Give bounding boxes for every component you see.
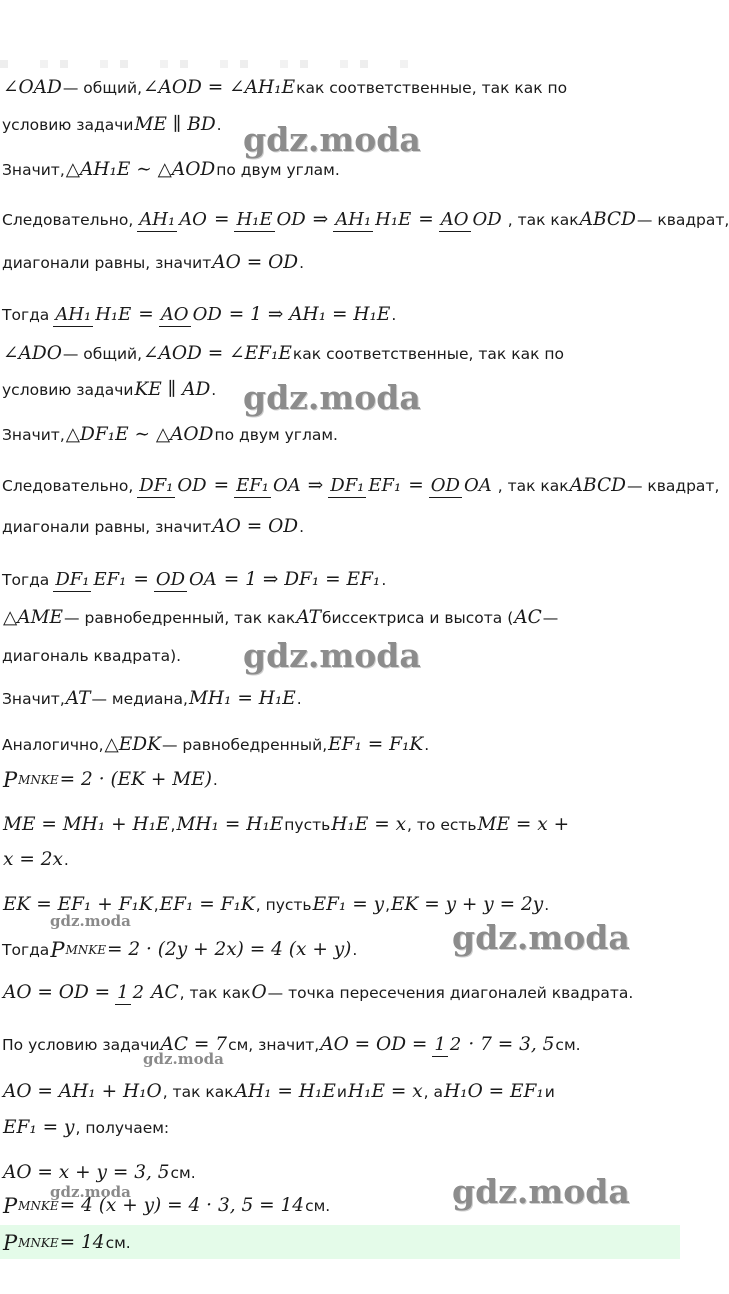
math-expression: = 2 · (EK + ME) xyxy=(59,769,212,790)
math-expression: MH₁ = H₁E xyxy=(188,688,296,709)
text-run: — квадрат, xyxy=(636,211,729,229)
watermark-logo: gdz.moda xyxy=(452,918,630,957)
math-expression: EF₁ = y xyxy=(312,894,385,915)
fraction xyxy=(234,474,303,498)
math-expression: EK = EF₁ + F₁K xyxy=(3,894,153,915)
watermark-logo: gdz.moda xyxy=(50,912,131,930)
math-expression: ABCD xyxy=(579,209,636,230)
math-expression: AO = OD xyxy=(212,516,299,537)
fraction xyxy=(137,208,209,232)
text-run: , так как xyxy=(179,984,251,1002)
text-run: по двум углам. xyxy=(214,426,338,444)
math-expression: AT xyxy=(296,607,321,628)
text-run: и xyxy=(544,1083,555,1101)
fraction-numerator: DF₁ xyxy=(330,475,365,496)
fraction-denominator: H₁E xyxy=(375,209,412,230)
solution-line xyxy=(2,78,680,98)
watermark-logo: gdz.moda xyxy=(143,1050,224,1068)
text-run: см. xyxy=(105,1234,131,1252)
fraction xyxy=(53,303,133,327)
solution-line xyxy=(2,815,680,835)
fraction-numerator: DF₁ xyxy=(139,475,174,496)
text-run: , получаем: xyxy=(75,1119,170,1137)
solution-line xyxy=(2,208,729,232)
math-expression: ∠OAD xyxy=(3,77,62,98)
text-run: и xyxy=(336,1083,347,1101)
math-expression: AC xyxy=(514,607,542,628)
math-expression: EF₁ = y xyxy=(3,1117,75,1138)
fraction-numerator: 1 xyxy=(434,1034,446,1055)
fraction-numerator: AH₁ xyxy=(139,209,176,230)
text-run: см. xyxy=(305,1197,331,1215)
math-expression: EF₁ = F₁K xyxy=(328,734,424,755)
fraction-numerator: H₁E xyxy=(236,209,273,230)
watermark-logo: gdz.moda xyxy=(243,120,421,159)
text-run: , xyxy=(385,896,390,914)
text-run: . xyxy=(352,941,358,959)
math-expression: O xyxy=(251,982,267,1003)
text-run: см. xyxy=(555,1036,581,1054)
math-expression: AO = AH₁ + H₁O xyxy=(3,1081,162,1102)
text-run: Значит, xyxy=(2,161,65,179)
fraction xyxy=(432,1033,463,1057)
text-run: диагонали равны, значит xyxy=(2,518,212,536)
math-expression: P xyxy=(3,768,18,792)
text-run: как соответственные, так как по xyxy=(292,345,564,363)
fraction xyxy=(429,474,494,498)
math-expression: = xyxy=(418,209,434,230)
math-expression: H₁E = x xyxy=(347,1081,423,1102)
math-expression: ⇒ xyxy=(312,209,329,230)
fraction-denominator: 2 xyxy=(132,982,145,1003)
text-run: . xyxy=(212,771,218,789)
text-run: диагонали равны, значит xyxy=(2,254,212,272)
text-run: условию задачи xyxy=(2,381,134,399)
text-run: . xyxy=(381,571,387,589)
text-run: см, значит, xyxy=(228,1036,320,1054)
math-expression: = 1 ⇒ DF₁ = EF₁ xyxy=(223,569,381,590)
math-subscript: MNKE xyxy=(18,1236,59,1250)
fraction-numerator: AO xyxy=(160,304,189,325)
text-run: см. xyxy=(170,1164,196,1182)
math-expression: AC xyxy=(151,982,179,1003)
text-run: Тогда xyxy=(2,306,50,324)
solution-line xyxy=(2,425,680,445)
solution-line xyxy=(2,303,680,327)
text-run: Значит, xyxy=(2,426,65,444)
text-run: биссектриса и высота ( xyxy=(321,609,514,627)
fraction-denominator: OD xyxy=(276,209,306,230)
math-expression: = 1 ⇒ AH₁ = H₁E xyxy=(228,304,391,325)
fraction-denominator: H₁E xyxy=(95,304,132,325)
solution-line xyxy=(2,160,680,180)
fraction-numerator: OD xyxy=(155,569,186,590)
math-expression: ∠AOD = ∠EF₁E xyxy=(143,343,292,364)
math-expression: EF₁ = F₁K xyxy=(159,894,255,915)
watermark-logo: gdz.moda xyxy=(50,1183,131,1201)
math-expression: ∠ADO xyxy=(3,343,62,364)
text-run: . xyxy=(299,254,305,272)
math-expression: = 4 (x + y) = 4 · 3, 5 = 14 xyxy=(59,1195,305,1216)
math-expression: AO = x + y = 3, 5 xyxy=(3,1162,170,1183)
text-run: Тогда xyxy=(2,571,50,589)
fraction-denominator: OA xyxy=(272,475,301,496)
math-expression: = xyxy=(133,569,149,590)
solution-line xyxy=(2,344,680,364)
solution-line xyxy=(2,981,680,1005)
text-run: — общий, xyxy=(62,345,143,363)
math-expression: △AH₁E ∼ △AOD xyxy=(65,159,216,180)
math-expression: P xyxy=(3,1231,18,1255)
text-run: , xyxy=(170,816,176,834)
fraction-denominator: OD xyxy=(192,304,222,325)
watermark-logo: gdz.moda xyxy=(452,1172,630,1211)
text-run: . xyxy=(424,736,430,754)
fraction-numerator: 1 xyxy=(117,982,129,1003)
math-expression: MH₁ = H₁E xyxy=(176,814,284,835)
text-run: . xyxy=(544,896,550,914)
fraction xyxy=(234,208,307,232)
text-run: , так как xyxy=(507,211,579,229)
math-expression: = xyxy=(213,475,230,496)
math-subscript: MNKE xyxy=(18,1199,59,1213)
solution-line xyxy=(2,1118,680,1138)
solution-line xyxy=(2,253,680,273)
math-subscript: MNKE xyxy=(18,773,59,787)
fraction-numerator: AO xyxy=(440,209,469,230)
fraction xyxy=(439,208,504,232)
text-run: диагональ квадрата). xyxy=(2,647,182,665)
text-run: , так как xyxy=(162,1083,234,1101)
math-expression: AO = OD = xyxy=(320,1034,428,1055)
solution-line xyxy=(2,608,680,628)
fraction-denominator: 2 xyxy=(449,1034,462,1055)
fraction-denominator: EF₁ xyxy=(368,475,402,496)
watermark-logo: gdz.moda xyxy=(243,378,421,417)
text-run: . xyxy=(391,306,397,324)
math-expression: △EDK xyxy=(104,734,161,755)
math-expression: ABCD xyxy=(569,475,626,496)
math-expression: ME = MH₁ + H₁E xyxy=(3,814,170,835)
math-expression: △DF₁E ∼ △AOD xyxy=(65,424,214,445)
text-run: . xyxy=(299,518,305,536)
solution-line xyxy=(2,517,680,537)
fraction-numerator: OD xyxy=(430,475,460,496)
math-subscript: MNKE xyxy=(65,943,106,957)
math-expression: = xyxy=(213,209,230,230)
math-expression: ME = x + xyxy=(477,814,570,835)
watermark-logo: gdz.moda xyxy=(243,636,421,675)
text-run: — медиана, xyxy=(91,690,188,708)
fraction-numerator: EF₁ xyxy=(236,475,269,496)
text-run: Аналогично, xyxy=(2,736,104,754)
text-run: . xyxy=(63,851,69,869)
math-expression: P xyxy=(50,938,65,962)
solution-line xyxy=(2,735,680,755)
text-run: — xyxy=(542,609,559,627)
text-run: пусть xyxy=(284,816,331,834)
solution-line xyxy=(2,689,680,709)
fraction-denominator: OA xyxy=(463,475,492,496)
math-expression: ⇒ xyxy=(307,475,324,496)
text-run: — равнобедренный, так как xyxy=(64,609,296,627)
text-run: как соответственные, так как по xyxy=(296,79,568,97)
math-expression: = xyxy=(138,304,154,325)
text-run: Следовательно, xyxy=(2,477,134,495)
fraction-denominator: OD xyxy=(472,209,502,230)
solution-line xyxy=(2,770,680,790)
text-run: — квадрат, xyxy=(626,477,720,495)
math-expression: △AME xyxy=(3,607,64,628)
math-expression: ∠AOD = ∠AH₁E xyxy=(143,77,296,98)
text-run: — точка пересечения диагоналей квадрата. xyxy=(267,984,634,1002)
math-expression: ME ∥ BD xyxy=(134,114,216,135)
math-expression: H₁O = EF₁ xyxy=(444,1081,544,1102)
math-expression: = 2 · (2y + 2x) = 4 (x + y) xyxy=(106,939,352,960)
solution-line xyxy=(2,1082,680,1102)
text-run: Значит, xyxy=(2,690,65,708)
math-expression: EK = y + y = 2y xyxy=(391,894,544,915)
text-run: , пусть xyxy=(255,896,312,914)
math-expression: AC = 7 xyxy=(160,1034,228,1055)
text-run: , так как xyxy=(497,477,569,495)
fraction-numerator: AH₁ xyxy=(55,304,92,325)
math-expression: P xyxy=(3,1194,18,1218)
text-run: , xyxy=(153,896,159,914)
text-run: . xyxy=(211,381,217,399)
fraction xyxy=(333,208,413,232)
text-run: Тогда xyxy=(2,941,50,959)
math-expression: = 14 xyxy=(59,1232,105,1253)
text-run: По условию задачи xyxy=(2,1036,160,1054)
text-run: — равнобедренный, xyxy=(161,736,328,754)
fraction-numerator: DF₁ xyxy=(55,569,90,590)
solution-line xyxy=(2,1033,680,1057)
solution-line xyxy=(2,474,720,498)
solution-line xyxy=(2,568,680,592)
text-run: — общий, xyxy=(62,79,143,97)
fraction-denominator: OA xyxy=(189,569,217,590)
fraction xyxy=(53,568,128,592)
text-run: по двум углам. xyxy=(216,161,340,179)
math-expression: = xyxy=(408,475,424,496)
math-expression: AT xyxy=(65,688,91,709)
math-expression: x = 2x xyxy=(3,849,63,870)
solution-line xyxy=(2,850,680,870)
fraction-numerator: AH₁ xyxy=(335,209,372,230)
fraction xyxy=(115,981,146,1005)
math-expression: KE ∥ AD xyxy=(134,379,211,400)
fraction xyxy=(154,568,219,592)
fraction xyxy=(159,303,224,327)
text-run: , то есть xyxy=(407,816,477,834)
cut-off-previous-line xyxy=(0,60,420,68)
math-expression: AH₁ = H₁E xyxy=(234,1081,336,1102)
fraction xyxy=(328,474,403,498)
solution-line xyxy=(2,1233,680,1253)
math-expression: AO = OD xyxy=(212,252,299,273)
fraction xyxy=(137,474,208,498)
fraction-denominator: EF₁ xyxy=(93,569,127,590)
text-run: условию задачи xyxy=(2,116,134,134)
text-run: . xyxy=(296,690,302,708)
fraction-denominator: AO xyxy=(179,209,207,230)
math-expression: · 7 = 3, 5 xyxy=(468,1034,555,1055)
text-run: Следовательно, xyxy=(2,211,134,229)
math-expression: AO = OD = xyxy=(3,982,111,1003)
text-run: , а xyxy=(423,1083,444,1101)
fraction-denominator: OD xyxy=(177,475,207,496)
math-expression: H₁E = x xyxy=(331,814,407,835)
text-run: . xyxy=(216,116,222,134)
